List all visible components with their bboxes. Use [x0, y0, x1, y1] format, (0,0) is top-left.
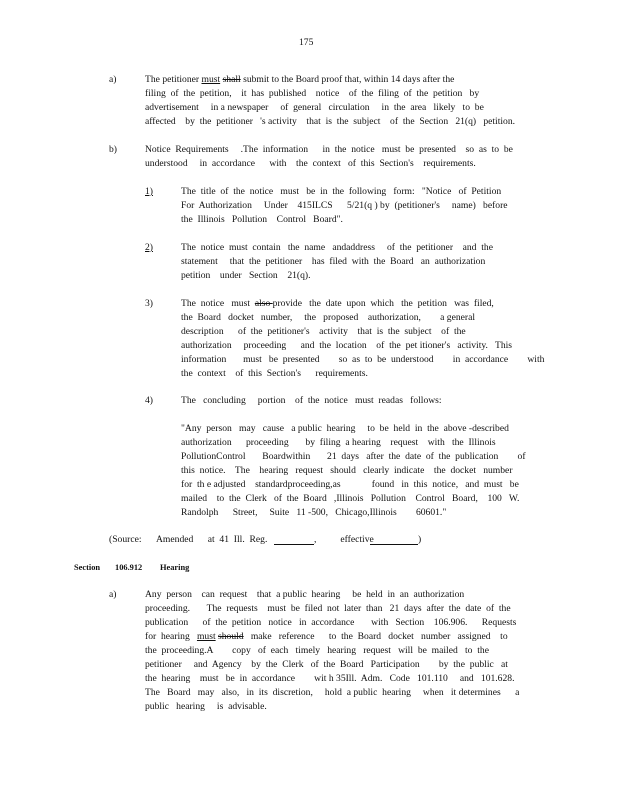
hearing-a-line-2: proceeding. The requests must be filed not later than 21 days after the date of the — [145, 603, 511, 614]
item-1-label: 1) — [145, 186, 153, 197]
para-a-label: a) — [109, 74, 117, 85]
quote-line-3: PollutionControl Boardwithin 21 days after the date of the publication of — [181, 451, 526, 462]
item-3-line-2: the Board docket number, the proposed authorization, a general — [181, 312, 476, 323]
hearing-a-line-9: public hearing is advisable. — [145, 701, 267, 712]
item-1-line-3: the Illinois Pollution Control Board". — [181, 214, 343, 225]
quote-line-1: "Any person may cause a public hearing to be held in the above -described — [181, 423, 509, 434]
para-a-line-1: The petitioner must shall submit to the Board proof that, within 14 days after the — [145, 74, 455, 85]
para-a-line-3: advertisement in a newspaper of general circulation in the area likely to be — [145, 102, 484, 113]
struck-text: also — [254, 298, 273, 309]
hearing-a-line-1: Any person can request that a public hearing be held in an authorization — [145, 589, 465, 600]
section-word: Section — [74, 563, 101, 572]
item-2-line-1: The notice must contain the name andaddress of the petitioner and the — [181, 242, 493, 253]
item-1-line-2: For Authorization Under 415ILCS 5/21(q ) by (petitioner's name) before — [181, 200, 508, 211]
hearing-a-line-6: petitioner and Agency by the Clerk of the Board Participation by the public at — [145, 659, 508, 670]
hearing-a-line-3: publication of the petition notice in accordance with Section 106.906. Requests — [145, 617, 517, 628]
item-3-label: 3) — [145, 298, 153, 309]
inserted-text: must — [201, 74, 221, 85]
source-close: ) — [418, 534, 422, 545]
hearing-a-line-5: the proceeding.A copy of each timely hearing request will be mailed to the — [145, 645, 489, 656]
hearing-a-line-8: The Board may also, in its discretion, hold a public hearing when it determines a — [145, 687, 520, 698]
quote-line-2: authorization proceeding by filing a hearing request with the Illinois — [181, 437, 496, 448]
item-2-line-2: statement that the petitioner has filed with the Board an authorization — [181, 256, 486, 267]
para-b-line-1: Notice Requirements .The information in the notice must be presented so as to be — [145, 144, 513, 155]
hearing-a-line-4: for hearing must should make reference to the Board docket number assigned to — [145, 631, 508, 642]
item-3-line-1: The notice must also provide the date upon which the petition was filed, — [181, 298, 494, 309]
section-title: Hearing — [160, 563, 190, 572]
item-1-line-1: The title of the notice must be in the following form: "Notice of Petition — [181, 186, 502, 197]
item-2-label: 2) — [145, 242, 153, 253]
hearing-a-line-7: the hearing must be in accordance wit h 35Ill. Adm. Code 101.110 and 101.628. — [145, 673, 515, 684]
source-reg-blank — [274, 544, 314, 545]
source-effective: , effective — [314, 534, 374, 545]
inserted-text: must — [196, 631, 216, 642]
para-b-line-2: understood in accordance with the context of this Section's requirements. — [145, 158, 476, 169]
struck-text: should — [218, 631, 244, 642]
page-number: 175 — [299, 37, 314, 48]
item-2-line-3: petition under Section 21(q). — [181, 270, 311, 281]
source-label: (Source: — [109, 534, 142, 545]
item-3-line-4: authorization proceeding and the location of the pet itioner's activity. This — [181, 340, 513, 351]
para-b-label: b) — [109, 144, 117, 155]
source-date-blank — [370, 544, 418, 545]
quote-line-6: mailed to the Clerk of the Board ,Illinois Pollution Control Board, 100 W. — [181, 493, 520, 504]
item-3-line-6: the context of this Section's requirements. — [181, 368, 368, 379]
quote-line-7: Randolph Street, Suite 11 -500, Chicago,Illinois 60601." — [181, 507, 447, 518]
item-3-line-5: information must be presented so as to be understood in accordance with — [181, 354, 545, 365]
para-a-line-2: filing of the petition, it has published notice of the filing of the petition by — [145, 88, 480, 99]
item-3-line-3: description of the petitioner's activity that is the subject of the — [181, 326, 466, 337]
para-a-line-4: affected by the petitioner 's activity that is the subject of the Section 21(q) petition. — [145, 116, 516, 127]
quote-line-4: this notice. The hearing request should clearly indicate the docket number — [181, 465, 513, 476]
item-4-label: 4) — [145, 395, 153, 406]
hearing-a-label: a) — [109, 589, 117, 600]
section-number: 106.912 — [115, 563, 143, 572]
quote-line-5: for th e adjusted standardproceeding,as found in this notice, and must be — [181, 479, 519, 490]
source-amended: Amended at 41 Ill. Reg. — [156, 534, 268, 545]
struck-text: shall — [222, 74, 241, 85]
item-4-line-1: The concluding portion of the notice must readas follows: — [181, 395, 442, 406]
